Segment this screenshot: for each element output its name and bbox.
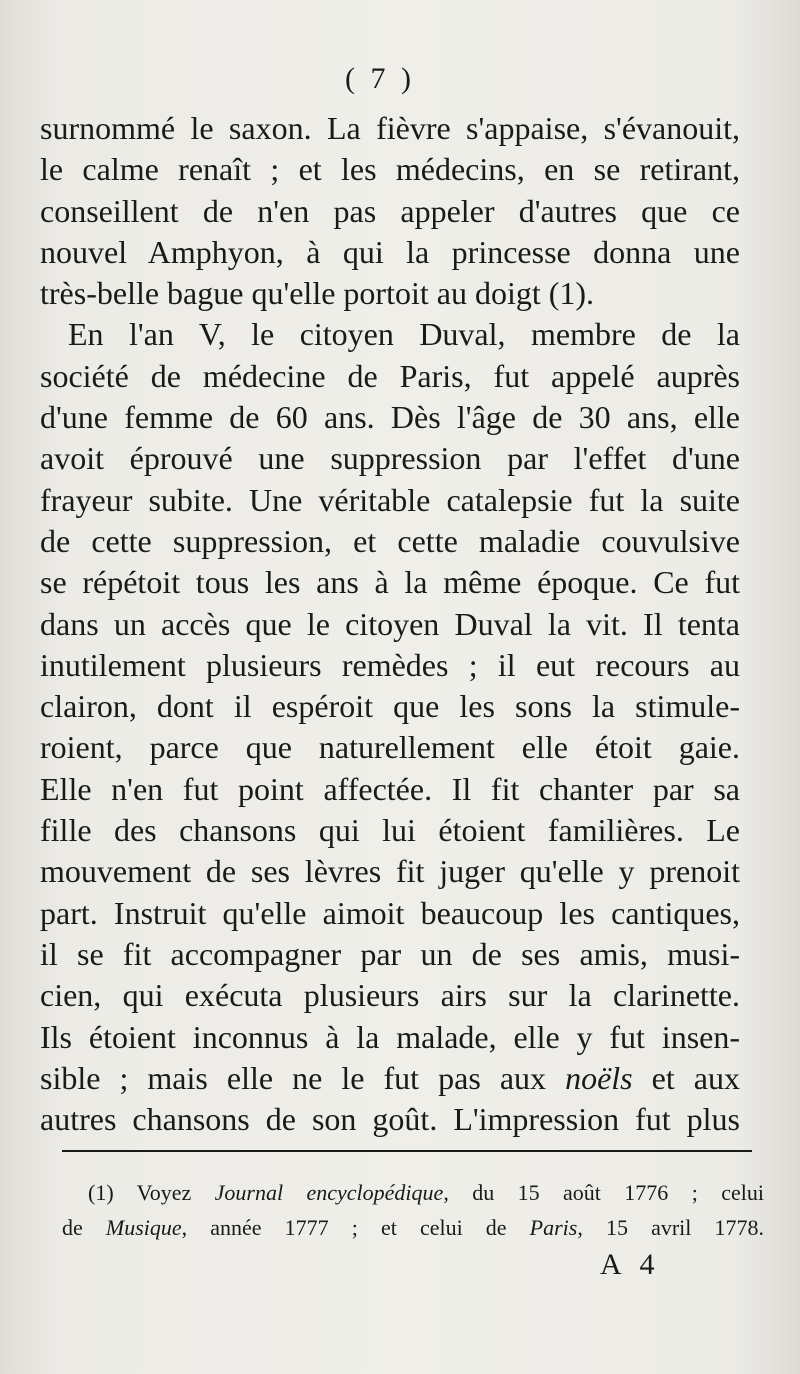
footnote-journal-title: Journal encyclopédique (214, 1180, 444, 1205)
text-line: avoit éprouvé une suppression par l'effet d'une (40, 440, 740, 477)
text-line: mouvement de ses lèvres fit juger qu'elle y prenoit (40, 853, 740, 890)
text-segment: sible ; mais elle ne le fut pas aux (40, 1059, 566, 1096)
footnote-text: , année 1777 ; et celui de (181, 1215, 530, 1240)
footnote-line (62, 1210, 764, 1245)
text-segment: et aux (632, 1059, 741, 1096)
footnote-text: , du 15 août 1776 ; celui (443, 1180, 764, 1205)
footnote (62, 1175, 764, 1245)
text-line: très-belle bague qu'elle portoit au doigt (1). (40, 275, 595, 312)
text-line: fille des chansons qui lui étoient familières. Le (40, 812, 740, 849)
paragraph-start-line: En l'an V, le citoyen Duval, membre de la (68, 316, 740, 353)
text-line: société de médecine de Paris, fut appelé auprès (40, 357, 740, 394)
footnote-line (62, 1175, 764, 1210)
footnote-text: de (62, 1215, 106, 1240)
text-line: nouvel Amphyon, à qui la princesse donna une (40, 233, 740, 270)
text-line: frayeur subite. Une véritable catalepsie fut la suite (40, 481, 740, 518)
text-line: se répétoit tous les ans à la même époque. Ce fut (40, 564, 740, 601)
text-line-with-italic (40, 1058, 740, 1099)
text-line: cien, qui exécuta plusieurs airs sur la clarinette. (40, 977, 740, 1014)
text-line: d'une femme de 60 ans. Dès l'âge de 30 ans, elle (40, 399, 740, 436)
footnote-marker: (1) (88, 1180, 114, 1205)
page-number: ( 7 ) (345, 62, 415, 95)
signature-mark: A 4 (600, 1248, 661, 1281)
text-line: Elle n'en fut point affectée. Il fit chanter par sa (40, 770, 740, 807)
text-line: clairon, dont il espéroit que les sons la stimule- (40, 688, 740, 725)
text-line: autres chansons de son goût. L'impression fut plus (40, 1101, 740, 1138)
text-line: roient, parce que naturellement elle étoit gaie. (40, 729, 740, 766)
footnote-musique-title: Musique (105, 1215, 182, 1240)
text-line: le calme renaît ; et les médecins, en se retirant, (40, 151, 740, 188)
text-line: surnommé le saxon. La fièvre s'appaise, s'évanouit, (40, 110, 740, 146)
text-line: conseillent de n'en pas appeler d'autres que ce (40, 192, 740, 229)
text-line: part. Instruit qu'elle aimoit beaucoup les cantiques, (40, 894, 740, 931)
footnote-text: Voyez (113, 1180, 215, 1205)
footnote-paris-title: Paris (529, 1215, 578, 1240)
text-line: dans un accès que le citoyen Duval la vit. Il tenta (40, 605, 740, 642)
body-text (40, 108, 740, 1140)
italic-word: noëls (565, 1059, 633, 1096)
text-line: inutilement plusieurs remèdes ; il eut recours au (40, 646, 740, 683)
text-line: de cette suppression, et cette maladie couvulsive (40, 522, 740, 559)
text-line: il se fit accompagner par un de ses amis, musi- (40, 935, 740, 972)
text-line: Ils étoient inconnus à la malade, elle y fut insen- (40, 1018, 740, 1055)
footnote-text: , 15 avril 1778. (577, 1215, 764, 1240)
footnote-rule (62, 1150, 752, 1152)
